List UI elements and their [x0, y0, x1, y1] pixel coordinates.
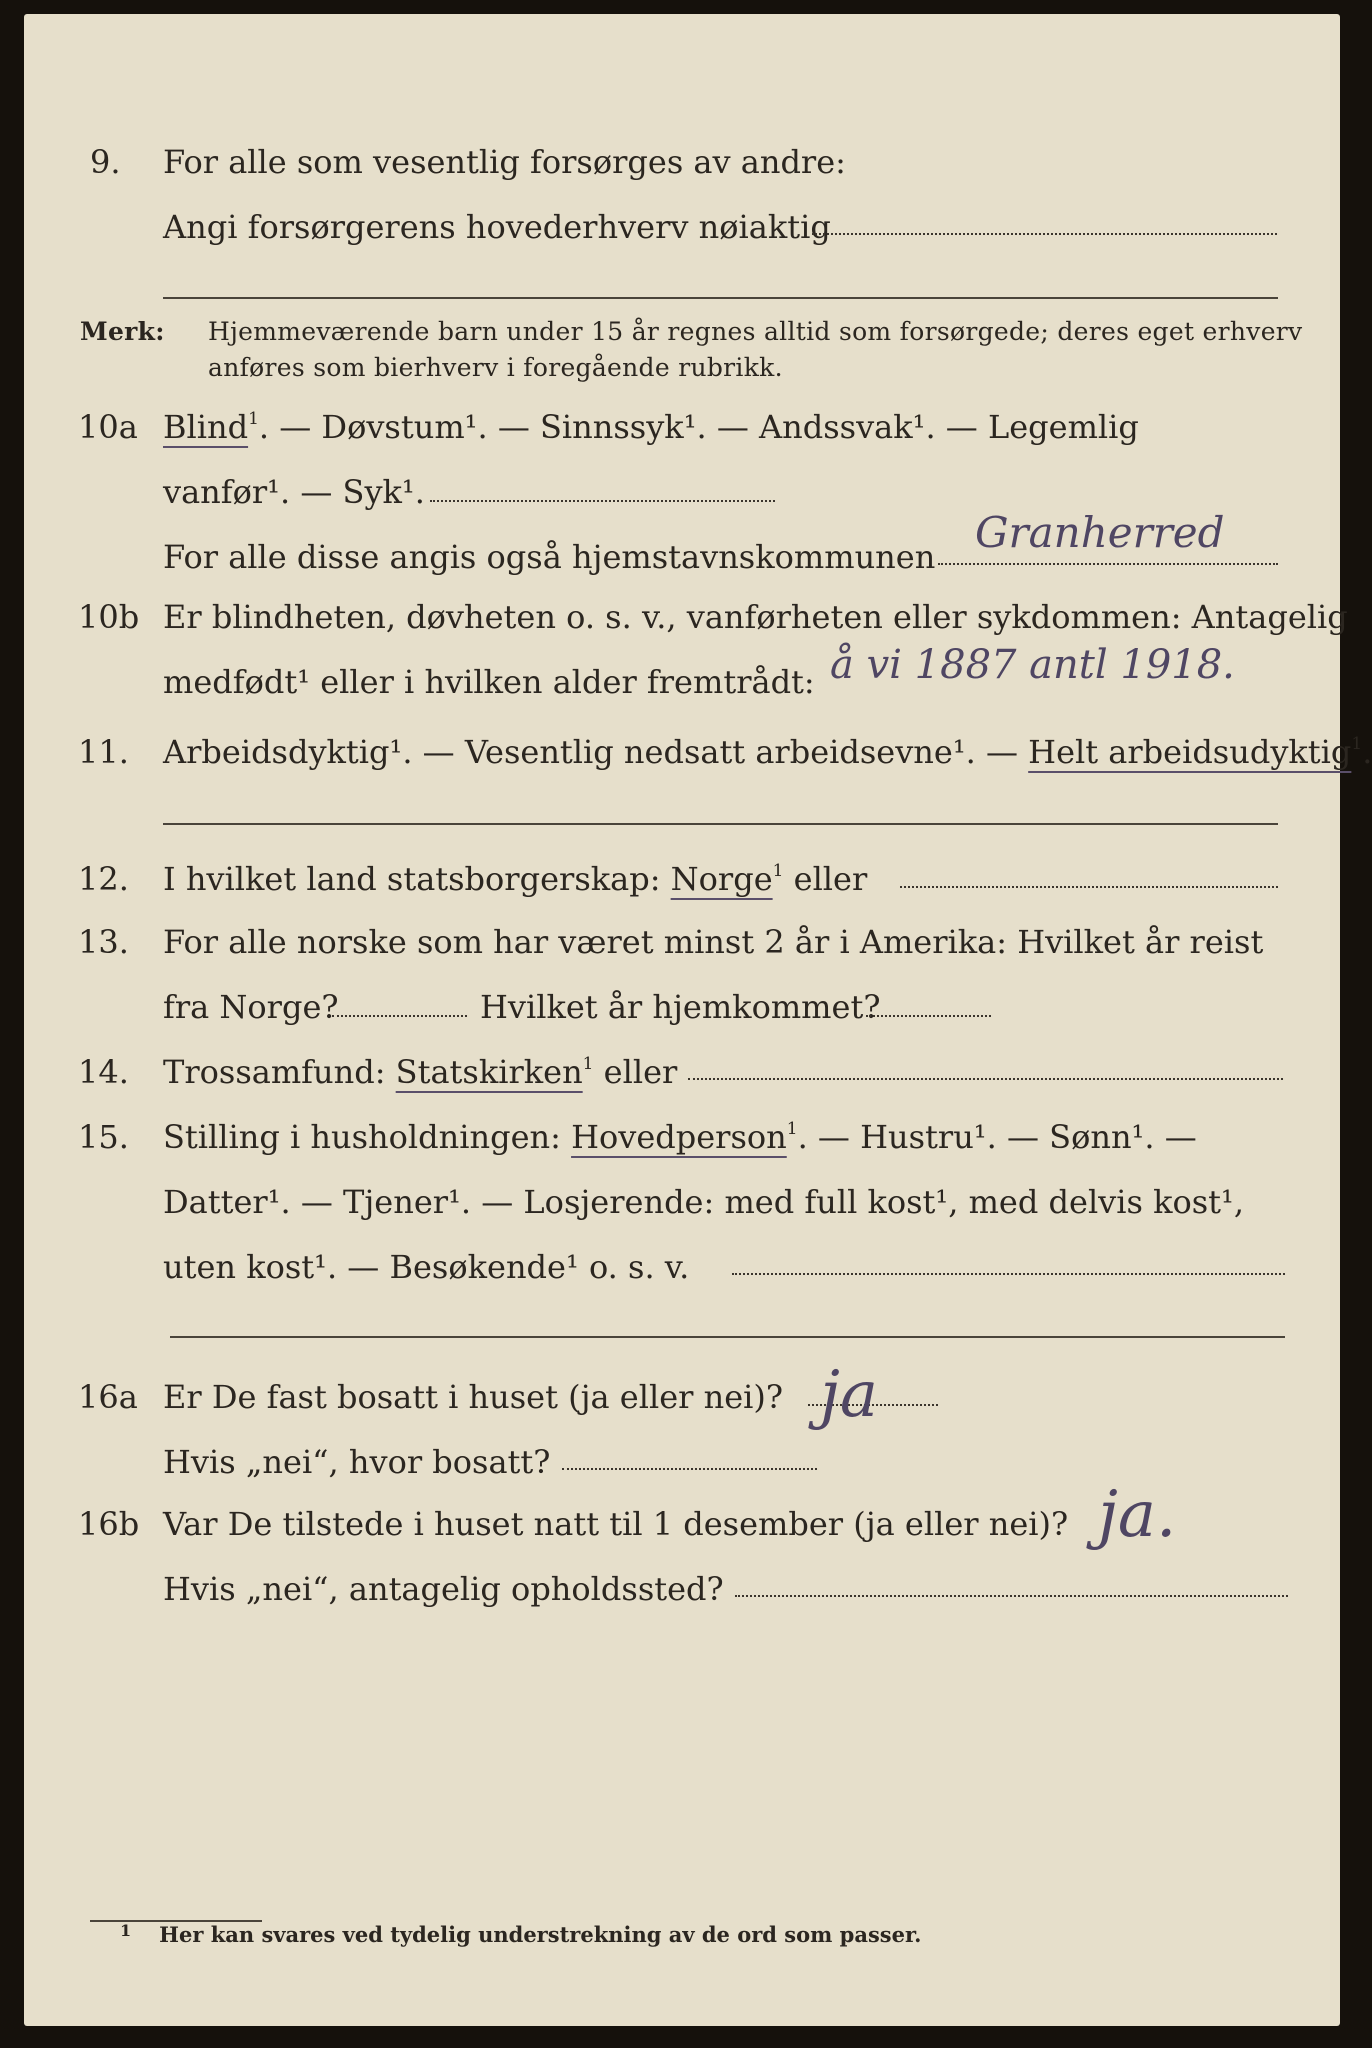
- q16a-text-1: Er De fast bosatt i huset (ja eller nei)?: [163, 1378, 784, 1416]
- q12-answer-line: [900, 886, 1278, 888]
- q14-sup: 1: [582, 1054, 594, 1075]
- q15-text-3: uten kost¹. — Besøkende¹ o. s. v.: [163, 1248, 690, 1286]
- merk-line1: Hjemmeværende barn under 15 år regnes alltid som forsørgede; deres eget erhverv: [208, 317, 1303, 346]
- q9-line1: [0, 135, 1359, 189]
- q16a-text-2: Hvis „nei“, hvor bosatt?: [163, 1443, 551, 1481]
- q9-text-1: For alle som vesentlig forsørges av andre:: [163, 143, 846, 181]
- q10a-answer-line: [938, 563, 1278, 565]
- q9-blank-line: [163, 297, 1278, 299]
- q15-answer-line: [732, 1273, 1285, 1275]
- q10a-text-3: For alle disse angis også hjemstavnskommunen: [163, 538, 936, 576]
- q14-line: [0, 1045, 1359, 1099]
- q15-underlined: Hovedperson: [571, 1118, 787, 1156]
- q10b-number: 10b: [78, 598, 140, 636]
- q10a-line1: 10a Blind$^1$. — Døvstum¹. — Sinnssyk¹. — Andssvak¹. — Legemlig: [0, 400, 1359, 454]
- q16a-bosatt-line: [562, 1468, 817, 1470]
- q10a-number: 10a: [78, 408, 138, 446]
- q9-line2: [0, 200, 1359, 254]
- q13-hjemkommet-line: [866, 1015, 991, 1017]
- q16b-text-2: Hvis „nei“, antagelig opholdssted?: [163, 1570, 724, 1608]
- q9-answer-line: [812, 233, 1277, 235]
- q16a-number: 16a: [78, 1378, 138, 1416]
- q14-answer-line: [688, 1078, 1283, 1080]
- q15-line1: [0, 1110, 1359, 1164]
- q14-number: 14.: [78, 1053, 129, 1091]
- q12-line: [0, 852, 1359, 906]
- q15-text-2: Datter¹. — Tjener¹. — Losjerende: med full kost¹, med delvis kost¹,: [163, 1183, 1245, 1221]
- q16a-line1: [0, 1370, 1359, 1424]
- q11-text: Arbeidsdyktig¹. — Vesentlig nedsatt arbeidsevne¹. —: [163, 733, 1029, 771]
- q10a-blind-underlined: Blind: [163, 408, 249, 446]
- merk-label: Merk:: [80, 317, 165, 346]
- q11-underlined: Helt arbeidsudyktig: [1028, 733, 1352, 771]
- q12-after: eller: [793, 860, 868, 898]
- q10b-text-1: Er blindheten, døvheten o. s. v., vanførheten eller sykdommen: Antagelig: [163, 598, 1348, 636]
- footnote-mark: 1: [120, 1921, 132, 1940]
- q13-line1: [0, 915, 1359, 969]
- q12-underlined: Norge: [670, 860, 773, 898]
- q13-reist-line: [332, 1015, 467, 1017]
- q16b-text-1: Var De tilstede i huset natt til 1 desember (ja eller nei)?: [163, 1505, 1069, 1543]
- q16b-line2: [0, 1562, 1359, 1616]
- q15-sup: 1: [786, 1119, 798, 1140]
- q16b-number: 16b: [78, 1505, 140, 1543]
- q9-number: 9.: [90, 143, 121, 181]
- q14-underlined: Statskirken: [395, 1053, 583, 1091]
- q16b-answer-line: [735, 1595, 1288, 1597]
- q10b-text-2: medfødt¹ eller i hvilken alder fremtrådt:: [163, 663, 815, 701]
- footnote: [120, 1922, 921, 1947]
- q13-line2: [0, 980, 1359, 1034]
- q12-sup: 1: [772, 861, 784, 882]
- q12-text: I hvilket land statsborgerskap:: [163, 860, 661, 898]
- q10a-text-1: . — Døvstum¹. — Sinnssyk¹. — Andssvak¹. — Legemlig: [258, 408, 1139, 446]
- q13-text-1: For alle norske som har været minst 2 år i Amerika: Hvilket år reist: [163, 923, 1264, 961]
- q16b-handwritten-answer: ja.: [1098, 1478, 1177, 1552]
- q10a-syk-line: [430, 500, 775, 502]
- q14-text: Trossamfund:: [163, 1053, 386, 1091]
- q10b-handwritten-answer: å vi 1887 antl 1918.: [830, 642, 1235, 688]
- q11-sup: 1: [1351, 734, 1363, 755]
- q15-number: 15.: [78, 1118, 129, 1156]
- q15-blank-line: [170, 1336, 1285, 1338]
- q11-number: 11.: [78, 733, 129, 771]
- q15-rest: . — Hustru¹. — Sønn¹. —: [797, 1118, 1197, 1156]
- merk-line2: anføres som bierhverv i foregående rubrikk.: [208, 353, 783, 382]
- q13-text-2b: Hvilket år hjemkommet?: [480, 988, 881, 1026]
- q15-line3: [0, 1240, 1359, 1294]
- q10b-line1: [0, 590, 1359, 644]
- q10a-handwritten-answer: Granherred: [975, 508, 1225, 557]
- q14-after: eller: [603, 1053, 678, 1091]
- q16a-handwritten-answer: ja: [820, 1358, 878, 1432]
- q12-number: 12.: [78, 860, 129, 898]
- q11-line: 11. Arbeidsdyktig¹. — Vesentlig nedsatt arbeidsevne¹. — Helt arbeidsudyktig$^1$.: [0, 725, 1359, 779]
- footnote-text: Her kan svares ved tydelig understrekning av de ord som passer.: [159, 1922, 922, 1947]
- q15-text: Stilling i husholdningen:: [163, 1118, 561, 1156]
- q13-text-2a: fra Norge?: [163, 988, 339, 1026]
- q13-number: 13.: [78, 923, 129, 961]
- q11-blank-line: [163, 823, 1278, 825]
- q10a-text-2: vanfør¹. — Syk¹.: [163, 473, 425, 511]
- q15-line2: [0, 1175, 1359, 1229]
- q9-text-2: Angi forsørgerens hovederhverv nøiaktig: [163, 208, 831, 246]
